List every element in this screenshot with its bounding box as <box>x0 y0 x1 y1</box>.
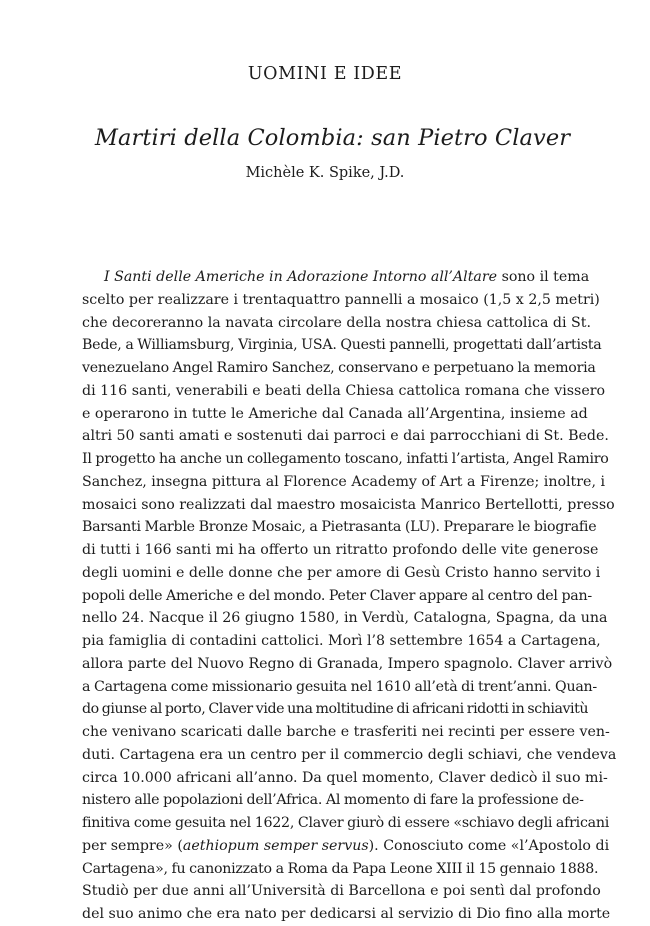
text-line <box>82 858 599 881</box>
text-segment: e operarono in tutte le Americhe dal Canada all’Argentina, insieme ad <box>82 405 588 422</box>
text-segment: Bede, a Williamsburg, Virginia, USA. Questi pannelli, progettati dall’artista <box>82 337 602 354</box>
text-line <box>82 630 601 653</box>
text-segment: che decoreranno la navata circolare della nostra chiesa cattolica di St. <box>82 314 591 331</box>
italic-text: aethiopum semper servus <box>182 837 369 854</box>
text-segment: del suo animo che era nato per dedicarsi al servizio di Dio fino alla morte <box>82 906 611 922</box>
text-line <box>82 494 615 517</box>
text-segment: Il progetto ha anche un collegamento toscano, infatti l’artista, Angel Ramiro <box>82 451 609 467</box>
text-line <box>82 539 599 562</box>
text-line <box>82 585 592 608</box>
text-segment: mosaici sono realizzati dal maestro mosaicista Manrico Bertellotti, presso <box>82 496 615 513</box>
text-line <box>82 744 617 767</box>
text-line <box>82 676 597 699</box>
text-segment: a Cartagena come missionario gesuita nel 1610 all’età di trent’anni. Quan- <box>82 678 597 695</box>
text-segment: nello 24. Nacque il 26 giugno 1580, in Verdù, Catalogna, Spagna, da una <box>82 610 608 627</box>
text-segment: scelto per realizzare i trentaquattro pannelli a mosaico (1,5 x 2,5 metri) <box>82 291 600 308</box>
text-segment: allora parte del Nuovo Regno di Granada, Impero spagnolo. Claver arrivò <box>82 655 613 672</box>
article-title: Martiri della Colombia: san Pietro Claver <box>94 125 571 151</box>
text-line <box>82 312 591 335</box>
text-segment: popoli delle Americhe e del mondo. Peter Claver appare al centro del pan- <box>82 587 592 604</box>
text-line <box>82 835 610 858</box>
text-segment: di tutti i 166 santi mi ha offerto un ritratto profondo delle vite generose <box>82 542 599 558</box>
text-segment: do giunse al porto, Claver vide una moltitudine di africani ridotti in schiavitù <box>82 701 589 718</box>
text-line <box>82 880 601 903</box>
section-heading: UOMINI E IDEE <box>247 64 403 84</box>
text-segment: Barsanti Marble Bronze Mosaic, a Pietrasanta (LU). Preparare le biografie <box>82 519 597 536</box>
text-line <box>82 403 588 426</box>
text-segment: Sanchez, insegna pittura al Florence Academy of Art a Firenze; inoltre, i <box>82 473 605 490</box>
text-segment: venezuelano Angel Ramiro Sanchez, conservano e perpetuano la memoria <box>82 360 596 376</box>
text-line <box>82 289 600 312</box>
text-segment: sono il tema <box>497 269 590 285</box>
text-line <box>82 516 597 539</box>
text-segment: degli uomini e delle donne che per amore di Gesù Cristo hanno servito i <box>82 564 601 581</box>
text-line <box>82 903 611 926</box>
text-line <box>82 425 609 448</box>
text-segment: nistero alle popolazioni dell’Africa. Al momento di fare la professione de- <box>82 792 584 809</box>
author-byline: Michèle K. Spike, J.D. <box>245 165 405 181</box>
text-segment: per sempre» ( <box>82 837 183 854</box>
text-line <box>82 698 589 721</box>
text-segment: circa 10.000 africani all’anno. Da quel momento, Claver dedicò il suo mi- <box>82 769 608 786</box>
body-paragraph <box>82 266 617 926</box>
text-segment: altri 50 santi amati e sostenuti dai parroci e dai parrocchiani di St. Bede. <box>82 428 609 445</box>
text-line <box>82 721 610 744</box>
text-segment: Studiò per due anni all’Università di Barcellona e poi sentì dal profondo <box>82 883 601 900</box>
text-segment: pia famiglia di contadini cattolici. Morì l’8 settembre 1654 a Cartagena, <box>82 633 601 649</box>
text-segment: Cartagena», fu canonizzato a Roma da Papa Leone XIII il 15 gennaio 1888. <box>82 860 599 877</box>
text-line <box>82 448 609 471</box>
text-line <box>82 653 613 676</box>
text-line <box>82 789 584 812</box>
text-segment: di 116 santi, venerabili e beati della Chiesa cattolica romana che vissero <box>82 382 606 399</box>
text-line <box>82 607 608 630</box>
text-line <box>82 357 596 380</box>
text-line <box>82 380 606 403</box>
text-segment: ). Conosciuto come «l’Apostolo di <box>368 837 610 854</box>
text-line <box>82 266 590 289</box>
text-segment: duti. Cartagena era un centro per il commercio degli schiavi, che vendeva <box>82 746 617 763</box>
text-line <box>82 767 608 790</box>
italic-text: I Santi delle Americhe in Adorazione Intorno all’Altare <box>104 269 498 285</box>
text-segment: che venivano scaricati dalle barche e trasferiti nei recinti per essere ven- <box>82 724 610 740</box>
text-line <box>82 812 610 835</box>
text-segment: finitiva come gesuita nel 1622, Claver giurò di essere «schiavo degli africani <box>82 815 610 831</box>
text-line <box>82 471 605 494</box>
text-line <box>82 334 602 357</box>
text-line <box>82 562 601 585</box>
